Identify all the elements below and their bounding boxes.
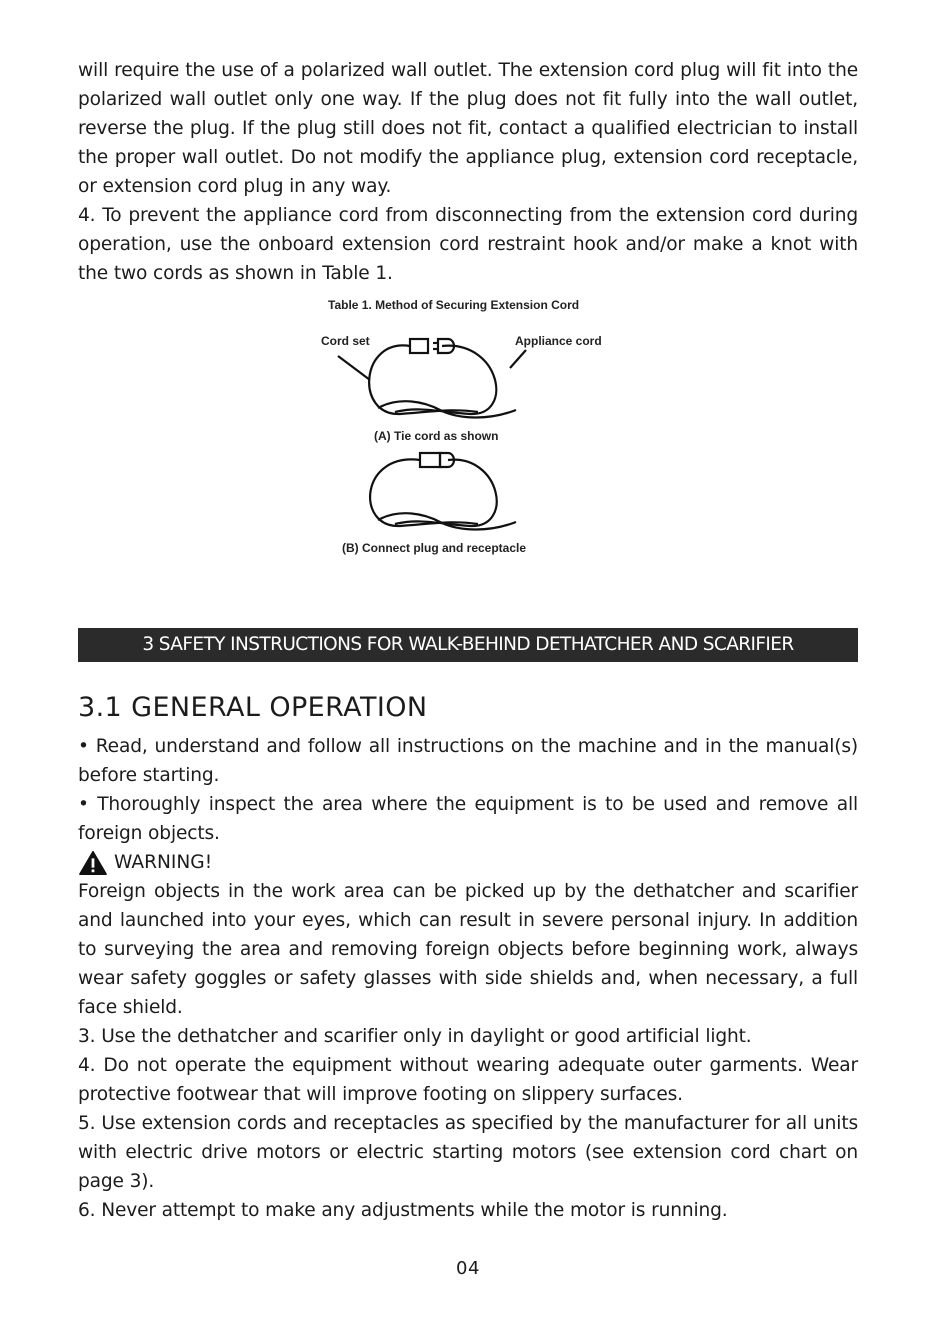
numbered-item: 5. Use extension cords and receptacles as specified by the manufacturer for all units with electric drive motors or electric starting motors (see extension cord chart on page 3). bbox=[78, 1113, 858, 1192]
warning-heading bbox=[78, 848, 858, 877]
appliance-loop-a bbox=[395, 346, 496, 414]
label-appliance-cord: Appliance cord bbox=[515, 334, 602, 348]
numbered-item: 4. Do not operate the equipment without wearing adequate outer garments. Wear protective footwear that will improve footing on slippery surfaces. bbox=[78, 1055, 858, 1105]
section-header-bar: 3 SAFETY INSTRUCTIONS FOR WALK-BEHIND DETHATCHER AND SCARIFIER bbox=[78, 628, 858, 662]
numbered-item: 3. Use the dethatcher and scarifier only in daylight or good artificial light. bbox=[78, 1026, 752, 1047]
intro-text bbox=[78, 56, 858, 288]
intro-paragraph-2: 4. To prevent the appliance cord from disconnecting from the extension cord during operation, use the onboard extension cord restraint hook and/or make a knot with the two cords as shown in Table 1. bbox=[78, 205, 858, 284]
bullet-item: • Read, understand and follow all instructions on the machine and in the manual(s) before starting. bbox=[78, 736, 858, 786]
warning-text: Foreign objects in the work area can be picked up by the dethatcher and scarifier and launched into your eyes, which can result in severe personal injury. In addition to surveying the area and removing foreign objects before beginning work, always wear safety goggles or safety glasses with side shields and, when necessary, a full face shield. bbox=[78, 881, 858, 1018]
warning-label: WARNING! bbox=[114, 852, 213, 873]
receptacle-b bbox=[420, 453, 440, 467]
caption-a: (A) Tie cord as shown bbox=[374, 429, 499, 443]
page-number: 04 bbox=[456, 1258, 480, 1279]
receptacle-a bbox=[410, 339, 428, 353]
pointer-cord-set bbox=[338, 356, 370, 380]
bullet-item: • Thoroughly inspect the area where the equipment is to be used and remove all foreign objects. bbox=[78, 794, 858, 844]
extension-cord-figure bbox=[300, 296, 640, 566]
warning-triangle-icon bbox=[78, 851, 108, 875]
numbered-item: 6. Never attempt to make any adjustments while the motor is running. bbox=[78, 1200, 728, 1221]
intro-paragraph-1: will require the use of a polarized wall outlet. The extension cord plug will fit into the polarized wall outlet only one way. If the plug does not fit fully into the wall outlet, reverse the plug. If the plug still does not fit, contact a qualified electrician to install the proper wall outlet. Do not modify the appliance plug, extension cord receptacle, or extension cord plug in any way. bbox=[78, 60, 858, 197]
figure-title: Table 1. Method of Securing Extension Cord bbox=[328, 298, 580, 312]
general-operation-body bbox=[78, 732, 858, 1225]
caption-b: (B) Connect plug and receptacle bbox=[342, 541, 527, 555]
pointer-appliance-cord bbox=[510, 350, 526, 368]
subsection-title: 3.1 GENERAL OPERATION bbox=[78, 692, 428, 723]
appliance-loop-b bbox=[395, 460, 497, 526]
label-cord-set: Cord set bbox=[321, 334, 370, 348]
